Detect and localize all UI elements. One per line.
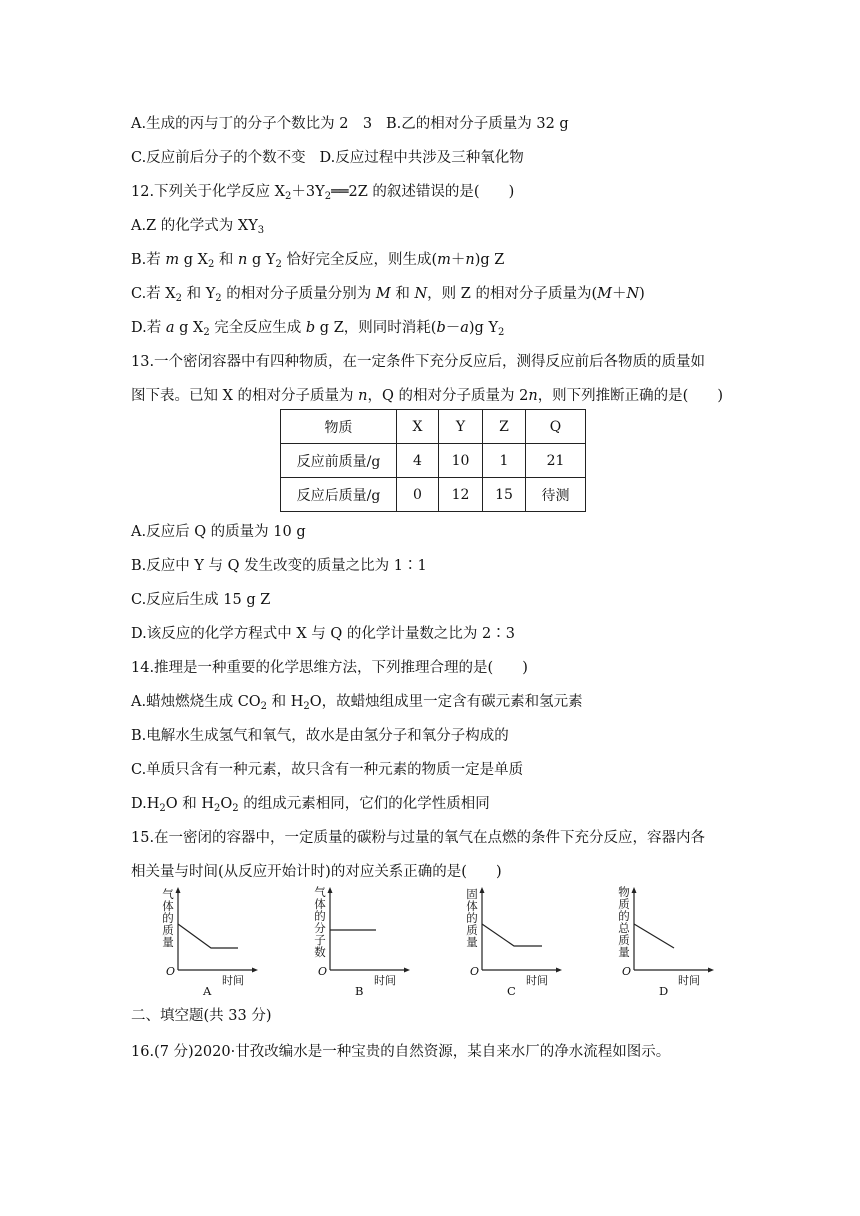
table-header-cell: 物质 xyxy=(281,410,397,444)
q12-option-b: B.若 m g $X_2$ 和 n g $Y_2$ 恰好完全反应，则生成(m＋n)g Z xyxy=(131,252,505,270)
graph-d-label: D xyxy=(659,984,669,998)
graph-c-xlabel: 时间 xyxy=(526,974,548,987)
q13-stem-line2: 图下表。已知 X 的相对分子质量为 n，Q 的相对分子质量为 2n，则下列推断正确的是( ) xyxy=(131,388,724,404)
q15-stem-line1: 15.在一密闭的容器中，一定质量的碳粉与过量的氧气在点燃的条件下充分反应，容器内各 xyxy=(131,830,706,846)
section-title: 二、填空题(共 33 分) xyxy=(131,1008,272,1024)
table-cell: 反应前质量/g xyxy=(281,444,397,478)
q11-option-d: D.反应过程中共涉及三种氧化物 xyxy=(319,150,524,166)
q15-stem-line2: 相关量与时间(从反应开始计时)的对应关系正确的是( ) xyxy=(131,864,502,880)
q13-option-b: B.反应中 Y 与 Q 发生改变的质量之比为 1∶1 xyxy=(131,558,427,574)
graph-a-origin: O xyxy=(166,965,176,978)
table-row xyxy=(281,444,586,478)
table-cell: 待测 xyxy=(526,478,586,512)
graph-a-curve xyxy=(178,924,238,948)
graph-d-curve xyxy=(634,924,674,948)
table-cell: 0 xyxy=(397,478,439,512)
graph-b xyxy=(302,886,412,996)
q11-option-c: C.反应前后分子的个数不变 xyxy=(131,150,306,166)
table-header-row xyxy=(281,410,586,444)
table-cell: 21 xyxy=(526,444,586,478)
graph-b-ylabel: 气体的分子数 xyxy=(314,885,326,959)
table-header-cell: Q xyxy=(526,410,586,444)
graph-a-ylabel: 气体的质量 xyxy=(162,887,174,949)
q12-stem: 12.下列关于化学反应 $X_2+3Y_2══2Z$ 的叙述错误的是( ) xyxy=(131,184,515,202)
q12-option-c: C.若 $X_2$ 和 $Y_2$ 的相对分子质量分别为 M 和 N，则 Z 的相对分子质量为(M＋N) xyxy=(131,286,645,304)
q12-option-a: A.Z 的化学式为 $XY_3$ xyxy=(131,218,265,236)
q11-options-row2 xyxy=(131,146,524,167)
q11-options-row1 xyxy=(131,112,569,133)
q16-stem: 16.(7 分)2020·甘孜改编水是一种宝贵的自然资源，某自来水厂的净水流程如图示。 xyxy=(131,1044,671,1060)
table-row xyxy=(281,478,586,512)
q11-option-b: B.乙的相对分子质量为 32 g xyxy=(385,116,569,132)
q14-option-c: C.单质只含有一种元素，故只含有一种元素的物质一定是单质 xyxy=(131,762,524,778)
graph-a-xlabel: 时间 xyxy=(222,974,244,987)
q15-graphs xyxy=(150,886,710,996)
graph-c xyxy=(454,886,564,996)
q14-stem: 14.推理是一种重要的化学思维方法，下列推理合理的是( ) xyxy=(131,660,528,676)
q12-option-d: D.若 a g $X_2$ 完全反应生成 b g Z，则同时消耗(b－a)g $Y_2$ xyxy=(131,320,505,338)
graph-c-origin: O xyxy=(470,965,480,978)
q13-stem-line1: 13.一个密闭容器中有四种物质，在一定条件下充分反应后，测得反应前后各物质的质量如 xyxy=(131,354,706,370)
table-header-cell: Y xyxy=(439,410,483,444)
q14-option-b: B.电解水生成氢气和氧气，故水是由氢分子和氧分子构成的 xyxy=(131,728,509,744)
table-cell: 反应后质量/g xyxy=(281,478,397,512)
graph-b-label: B xyxy=(355,984,364,998)
graph-c-ylabel: 固体的质量 xyxy=(466,887,478,949)
table-cell: 10 xyxy=(439,444,483,478)
q14-option-a: A.蜡烛燃烧生成 $CO_2$ 和 $H_2O$，故蜡烛组成里一定含有碳元素和氢元素 xyxy=(131,694,583,712)
q13-option-a: A.反应后 Q 的质量为 10 g xyxy=(131,524,306,540)
q11-option-a: A.生成的丙与丁的分子个数比为 2 3 xyxy=(131,116,373,132)
table-cell: 12 xyxy=(439,478,483,512)
graph-c-curve xyxy=(482,924,542,946)
table-cell: 1 xyxy=(483,444,526,478)
graph-d-origin: O xyxy=(622,965,632,978)
graph-d-ylabel: 物质的总质量 xyxy=(618,885,630,959)
table-cell: 15 xyxy=(483,478,526,512)
table-header-cell: X xyxy=(397,410,439,444)
graph-b-xlabel: 时间 xyxy=(374,974,396,987)
q13-option-d: D.该反应的化学方程式中 X 与 Q 的化学计量数之比为 2∶3 xyxy=(131,626,515,642)
q13-option-c: C.反应后生成 15 g Z xyxy=(131,592,271,608)
q14-option-d: $D.H_2O$ 和 $H_2O_2$ 的组成元素相同，它们的化学性质相同 xyxy=(131,796,490,814)
graph-d-xlabel: 时间 xyxy=(678,974,700,987)
table-cell: 4 xyxy=(397,444,439,478)
q13-mass-table xyxy=(280,409,586,512)
graph-a-label: A xyxy=(203,984,212,998)
graph-c-label: C xyxy=(507,984,516,998)
graph-d xyxy=(606,886,716,996)
graph-a xyxy=(150,886,260,996)
graph-b-origin: O xyxy=(318,965,328,978)
table-header-cell: Z xyxy=(483,410,526,444)
